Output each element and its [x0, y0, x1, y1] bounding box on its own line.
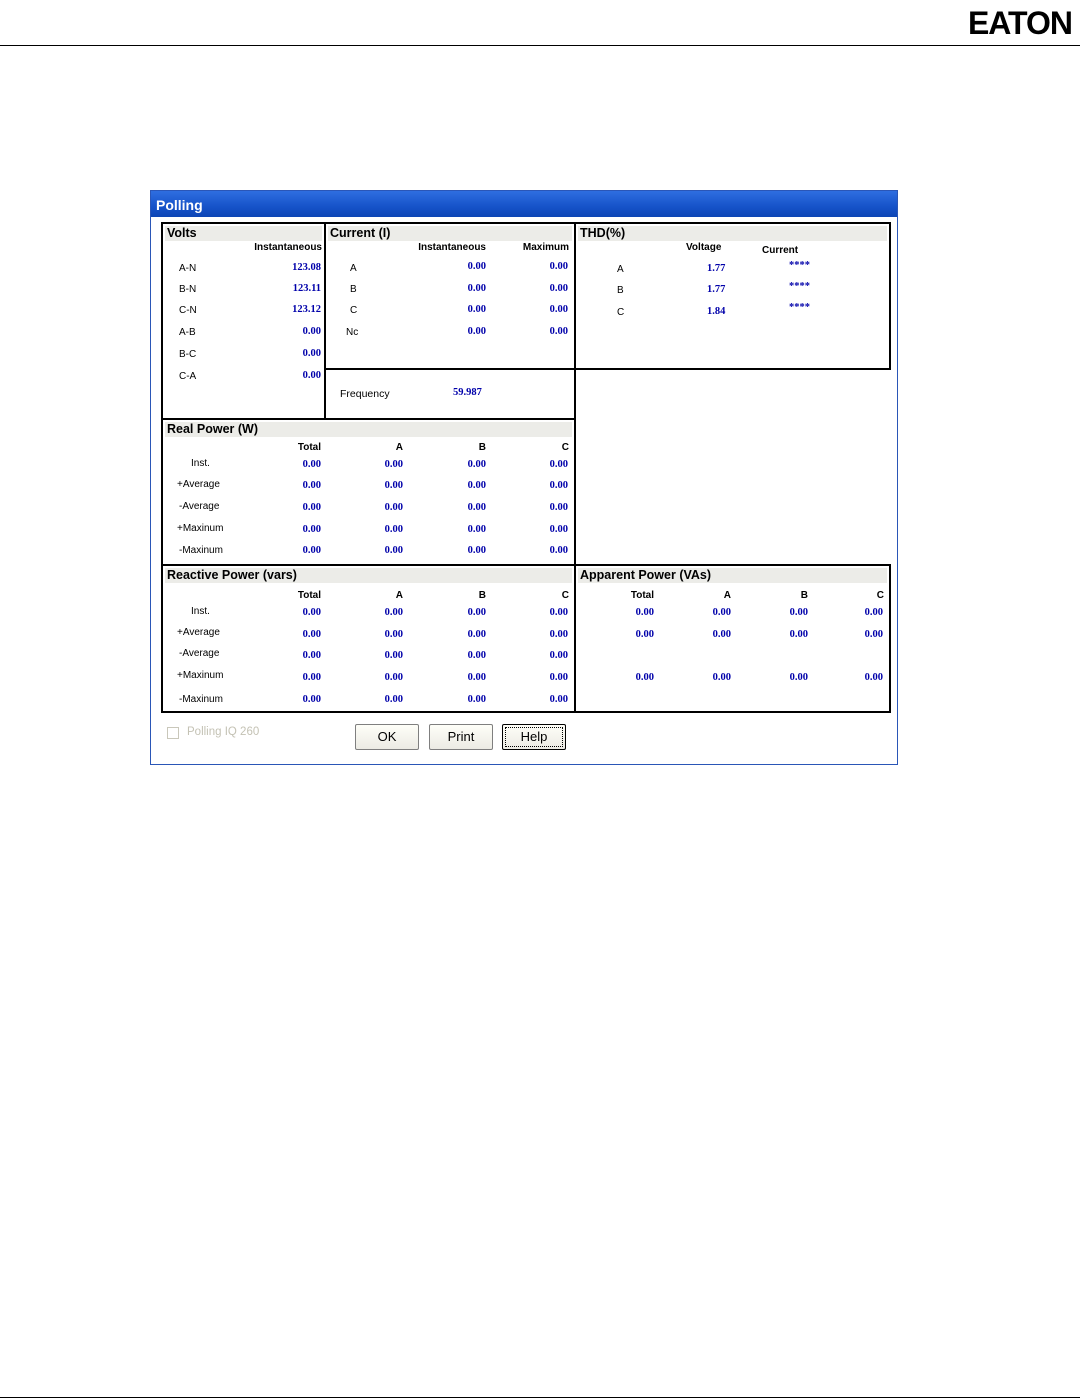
reactive-power-value: 0.00 [384, 650, 403, 661]
apparent-power-value: 0.00 [864, 629, 883, 640]
apparent-power-col: C [876, 590, 884, 601]
real-power-value: 0.00 [384, 524, 403, 535]
reactive-power-value: 0.00 [549, 694, 568, 705]
current-panel [324, 222, 576, 370]
reactive-power-value: 0.00 [302, 607, 321, 618]
real-power-value: 0.00 [549, 480, 568, 491]
real-power-value: 0.00 [467, 524, 486, 535]
reactive-power-value: 0.00 [467, 672, 486, 683]
real-power-panel [161, 418, 576, 566]
reactive-power-value: 0.00 [467, 629, 486, 640]
real-power-value: 0.00 [384, 480, 403, 491]
reactive-power-value: 0.00 [302, 694, 321, 705]
real-power-col: A [395, 442, 403, 453]
apparent-power-value: 0.00 [789, 607, 808, 618]
real-power-value: 0.00 [549, 502, 568, 513]
reactive-power-col: C [561, 590, 569, 601]
reactive-power-value: 0.00 [384, 607, 403, 618]
reactive-power-value: 0.00 [467, 607, 486, 618]
current-max: 0.00 [549, 326, 568, 337]
apparent-power-value: 0.00 [712, 629, 731, 640]
apparent-power-panel [574, 564, 891, 713]
current-max: 0.00 [549, 283, 568, 294]
real-power-value: 0.00 [467, 480, 486, 491]
real-power-value: 0.00 [302, 502, 321, 513]
polling-iq-checkbox[interactable] [167, 727, 179, 739]
real-power-value: 0.00 [302, 459, 321, 470]
reactive-power-row-label: -Maxinum [179, 694, 223, 705]
real-power-header: Real Power (W) [165, 422, 572, 437]
current-inst: 0.00 [467, 304, 486, 315]
reactive-power-value: 0.00 [384, 694, 403, 705]
volts-label: A-B [179, 327, 196, 338]
thd-current: **** [789, 281, 810, 292]
apparent-power-value: 0.00 [864, 672, 883, 683]
volts-value: 123.12 [292, 304, 321, 315]
volts-value: 123.11 [292, 283, 321, 294]
current-col-instantaneous: Instantaneous [418, 242, 486, 253]
volts-label: C-N [179, 305, 197, 316]
thd-voltage: 1.77 [707, 284, 726, 295]
volts-value: 0.00 [302, 326, 321, 337]
current-label: C [350, 305, 358, 316]
frequency-value: 59.987 [453, 387, 482, 398]
reactive-power-header: Reactive Power (vars) [165, 568, 572, 583]
volts-label: B-N [179, 284, 197, 295]
real-power-col: Total [297, 442, 321, 453]
volts-value: 0.00 [302, 370, 321, 381]
thd-col-current: Current [762, 245, 799, 256]
real-power-value: 0.00 [302, 524, 321, 535]
reactive-power-value: 0.00 [549, 672, 568, 683]
eaton-logo: EATON [967, 5, 1072, 41]
apparent-power-value: 0.00 [712, 672, 731, 683]
thd-voltage: 1.77 [707, 263, 726, 274]
apparent-power-col: B [800, 590, 808, 601]
reactive-power-value: 0.00 [302, 629, 321, 640]
current-label: A [350, 263, 357, 274]
polling-dialog [150, 190, 898, 765]
apparent-power-header: Apparent Power (VAs) [578, 568, 887, 583]
real-power-value: 0.00 [384, 502, 403, 513]
current-label: B [350, 284, 357, 295]
reactive-power-value: 0.00 [549, 607, 568, 618]
reactive-power-col: B [478, 590, 486, 601]
thd-col-voltage: Voltage [686, 242, 722, 253]
reactive-power-value: 0.00 [467, 650, 486, 661]
thd-current: **** [789, 260, 810, 271]
real-power-value: 0.00 [549, 524, 568, 535]
volts-value: 0.00 [302, 348, 321, 359]
reactive-power-value: 0.00 [467, 694, 486, 705]
header-rule [0, 45, 1080, 46]
current-max: 0.00 [549, 261, 568, 272]
reactive-power-col: Total [297, 590, 321, 601]
real-power-value: 0.00 [384, 459, 403, 470]
real-power-value: 0.00 [467, 545, 486, 556]
reactive-power-row-label: Inst. [191, 606, 210, 617]
thd-panel [574, 222, 891, 370]
apparent-power-col: A [723, 590, 731, 601]
thd-label: C [617, 307, 625, 318]
real-power-value: 0.00 [549, 459, 568, 470]
dialog-title: Polling [151, 191, 897, 217]
reactive-power-value: 0.00 [549, 650, 568, 661]
real-power-row-label: -Maxinum [179, 545, 223, 556]
current-header: Current (I) [328, 226, 572, 241]
footer-rule [0, 1397, 1080, 1398]
real-power-row-label: +Maxinum [177, 523, 224, 534]
real-power-value: 0.00 [302, 480, 321, 491]
apparent-power-value: 0.00 [635, 607, 654, 618]
reactive-power-row-label: +Average [177, 627, 220, 638]
frequency-label: Frequency [340, 388, 390, 400]
real-power-value: 0.00 [467, 459, 486, 470]
thd-header: THD(%) [578, 226, 887, 241]
real-power-row-label: -Average [179, 501, 220, 512]
apparent-power-value: 0.00 [789, 672, 808, 683]
real-power-value: 0.00 [384, 545, 403, 556]
reactive-power-value: 0.00 [302, 672, 321, 683]
apparent-power-value: 0.00 [635, 672, 654, 683]
reactive-power-row-label: +Maxinum [177, 670, 224, 681]
ok-button[interactable]: OK [355, 724, 419, 750]
reactive-power-panel [161, 564, 576, 713]
current-inst: 0.00 [467, 283, 486, 294]
apparent-power-col: Total [630, 590, 654, 601]
reactive-power-row-label: -Average [179, 648, 220, 659]
reactive-power-value: 0.00 [302, 650, 321, 661]
volts-label: C-A [179, 371, 197, 382]
volts-col-instantaneous: Instantaneous [254, 242, 322, 253]
thd-label: A [617, 264, 624, 275]
polling-iq-label: Polling IQ 260 [187, 726, 260, 738]
real-power-value: 0.00 [467, 502, 486, 513]
real-power-row-label: Inst. [191, 458, 210, 469]
current-inst: 0.00 [467, 326, 486, 337]
apparent-power-value: 0.00 [789, 629, 808, 640]
thd-label: B [617, 285, 624, 296]
volts-panel [161, 222, 326, 420]
real-power-col: B [478, 442, 486, 453]
thd-current: **** [789, 302, 810, 313]
frequency-panel [324, 368, 576, 420]
thd-voltage: 1.84 [707, 306, 726, 317]
reactive-power-value: 0.00 [384, 672, 403, 683]
print-button[interactable]: Print [429, 724, 493, 750]
current-col-maximum: Maximum [522, 242, 569, 253]
reactive-power-value: 0.00 [549, 629, 568, 640]
volts-header: Volts [165, 226, 322, 241]
apparent-power-value: 0.00 [635, 629, 654, 640]
current-max: 0.00 [549, 304, 568, 315]
volts-label: B-C [179, 349, 197, 360]
reactive-power-col: A [395, 590, 403, 601]
real-power-row-label: +Average [177, 479, 220, 490]
current-inst: 0.00 [467, 261, 486, 272]
real-power-value: 0.00 [302, 545, 321, 556]
apparent-power-value: 0.00 [864, 607, 883, 618]
current-label: Nc [346, 327, 359, 338]
reactive-power-value: 0.00 [384, 629, 403, 640]
volts-label: A-N [179, 263, 197, 274]
real-power-value: 0.00 [549, 545, 568, 556]
help-button[interactable]: Help [502, 724, 566, 750]
apparent-power-value: 0.00 [712, 607, 731, 618]
volts-value: 123.08 [292, 262, 321, 273]
real-power-col: C [561, 442, 569, 453]
